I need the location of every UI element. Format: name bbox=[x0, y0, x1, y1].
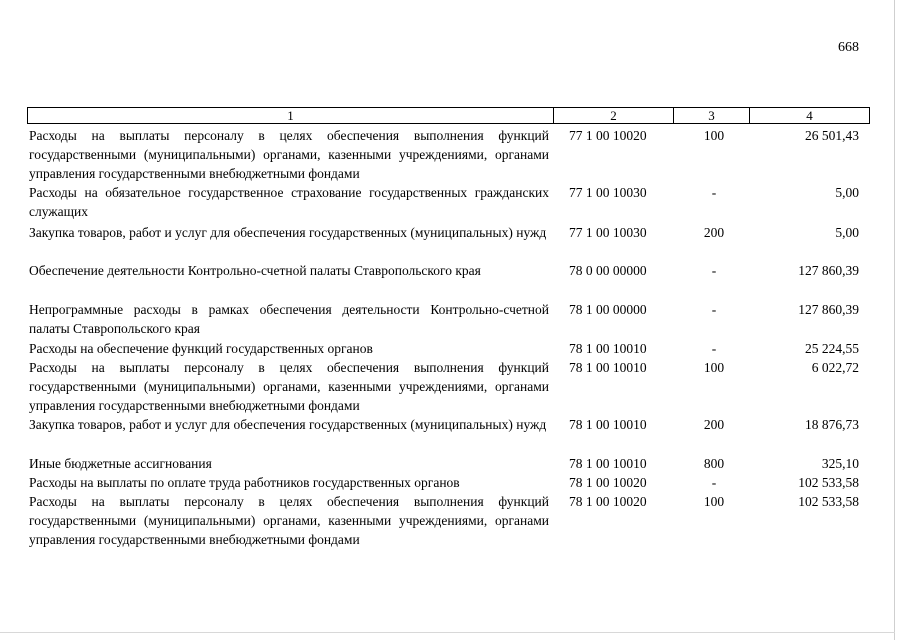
row-name: Обеспечение деятельности Контрольно-счетной палаты Ставропольского края bbox=[29, 263, 481, 278]
row-code: 78 1 00 10010 bbox=[569, 341, 647, 356]
row-amount: 26 501,43 bbox=[805, 128, 859, 143]
row-amount: 325,10 bbox=[821, 456, 859, 471]
row-amount: 127 860,39 bbox=[798, 263, 859, 278]
row-type: 100 bbox=[703, 494, 725, 509]
row-type: - bbox=[711, 302, 717, 317]
header-column-1: 1 bbox=[28, 108, 554, 123]
page-number: 668 bbox=[838, 40, 859, 55]
row-name: Закупка товаров, работ и услуг для обеспечения государственных (муниципальных) нужд bbox=[29, 417, 547, 432]
row-name: Расходы на обеспечение функций государственных органов bbox=[29, 341, 373, 356]
row-code: 77 1 00 10030 bbox=[569, 185, 647, 200]
scan-right-edge bbox=[894, 0, 895, 640]
row-amount: 18 876,73 bbox=[805, 417, 859, 432]
row-amount: 102 533,58 bbox=[798, 494, 859, 509]
header-column-3: 3 bbox=[674, 108, 750, 123]
row-type: - bbox=[711, 341, 717, 356]
header-column-2: 2 bbox=[554, 108, 674, 123]
row-code: 78 1 00 00000 bbox=[569, 302, 647, 317]
row-code: 77 1 00 10030 bbox=[569, 225, 647, 240]
row-amount: 5,00 bbox=[835, 225, 859, 240]
row-code: 78 1 00 10020 bbox=[569, 475, 647, 490]
row-code: 78 1 00 10010 bbox=[569, 456, 647, 471]
row-amount: 5,00 bbox=[835, 185, 859, 200]
row-code: 78 0 00 00000 bbox=[569, 263, 647, 278]
row-type: 800 bbox=[703, 456, 725, 471]
table-header bbox=[27, 107, 870, 124]
header-column-4: 4 bbox=[806, 108, 813, 123]
row-type: - bbox=[711, 475, 717, 490]
row-name: Непрограммные расходы в рамках обеспечения деятельности Контрольно-счетной палаты Ставропольского края bbox=[29, 302, 549, 336]
row-name: Расходы на выплаты персоналу в целях обеспечения выполнения функций государственными (муниципальными) органами, казенными учреждениями, органами управления государственными внебюджетными фондами bbox=[29, 494, 549, 547]
row-name: Расходы на выплаты по оплате труда работников государственных органов bbox=[29, 475, 460, 490]
row-code: 78 1 00 10010 bbox=[569, 417, 647, 432]
row-code: 78 1 00 10020 bbox=[569, 494, 647, 509]
row-name: Закупка товаров, работ и услуг для обеспечения государственных (муниципальных) нужд bbox=[29, 225, 547, 240]
row-type: 200 bbox=[703, 225, 725, 240]
row-amount: 127 860,39 bbox=[798, 302, 859, 317]
row-name: Расходы на выплаты персоналу в целях обеспечения выполнения функций государственными (муниципальными) органами, казенными учреждениями, органами управления государственными внебюджетными фондами bbox=[29, 128, 549, 181]
row-name: Расходы на обязательное государственное страхование государственных гражданских служащих bbox=[29, 185, 549, 219]
row-amount: 25 224,55 bbox=[805, 341, 859, 356]
row-code: 77 1 00 10020 bbox=[569, 128, 647, 143]
row-type: 200 bbox=[703, 417, 725, 432]
row-type: - bbox=[711, 185, 717, 200]
row-type: - bbox=[711, 263, 717, 278]
row-name: Иные бюджетные ассигнования bbox=[29, 456, 212, 471]
row-type: 100 bbox=[703, 128, 725, 143]
row-type: 100 bbox=[703, 360, 725, 375]
row-name: Расходы на выплаты персоналу в целях обеспечения выполнения функций государственными (муниципальными) органами, казенными учреждениями, органами управления государственными внебюджетными фондами bbox=[29, 360, 549, 413]
row-code: 78 1 00 10010 bbox=[569, 360, 647, 375]
row-amount: 102 533,58 bbox=[798, 475, 859, 490]
scan-bottom-edge bbox=[0, 632, 895, 633]
row-amount: 6 022,72 bbox=[811, 360, 859, 375]
